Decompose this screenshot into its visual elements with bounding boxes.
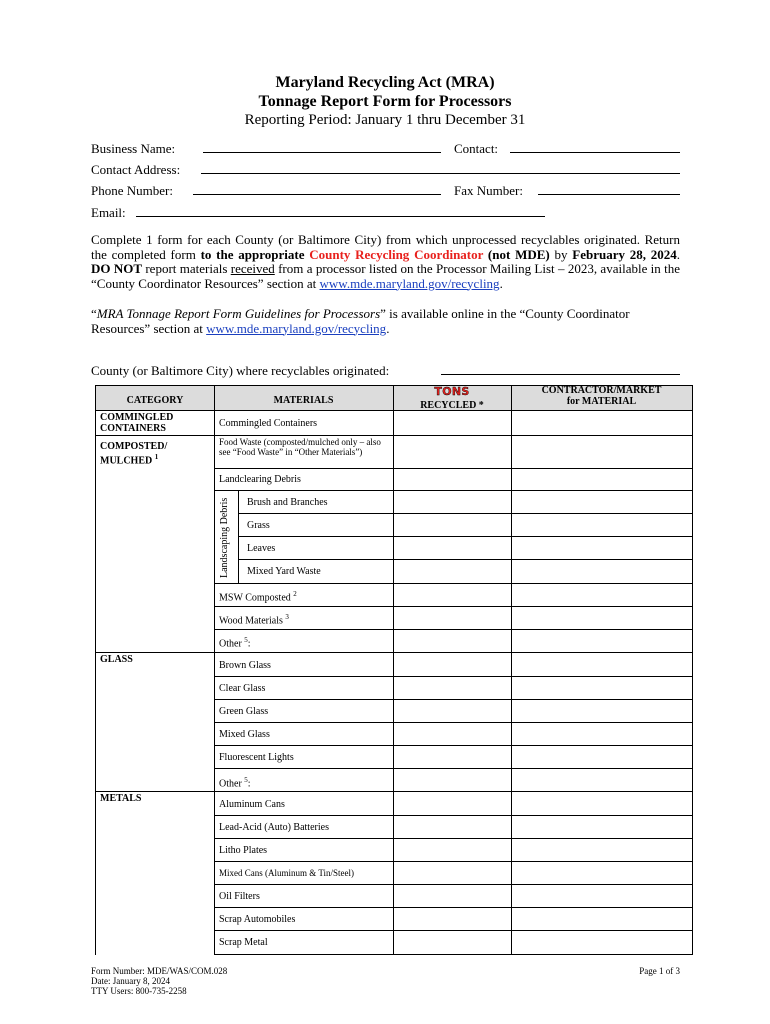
material-mixed-cans: Mixed Cans (Aluminum & Tin/Steel) [219, 868, 355, 878]
material-scrap-auto: Scrap Automobiles [219, 914, 296, 925]
instr-text-bold: to the appropriate [200, 246, 310, 262]
do-not-text: DO NOT [91, 261, 143, 276]
instr-text: report materials [142, 261, 231, 276]
category-commingled: COMMINGLED CONTAINERS [100, 412, 174, 434]
material-clear-glass: Clear Glass [219, 683, 266, 694]
instr-text: . [499, 275, 503, 291]
material-msw [219, 589, 297, 603]
fax-number-label: Fax Number: [454, 183, 523, 198]
recycling-link-1[interactable]: www.mde.maryland.gov/recycling [319, 275, 500, 291]
business-name-label: Business Name: [91, 141, 176, 156]
reporting-period: Reporting Period: January 1 thru December 31 [244, 112, 526, 128]
footer-form-number: Form Number: MDE/WAS/COM.028 [91, 966, 228, 976]
guidelines-title: MRA Tonnage Report Form Guidelines for Processors [96, 306, 381, 321]
contact-label: Contact: [454, 141, 499, 156]
header-contractor-2: for MATERIAL [566, 396, 637, 407]
material-other-2: Other $^5$: [219, 776, 251, 790]
material-landclearing: Landclearing Debris [219, 474, 301, 485]
material-fluorescent: Fluorescent Lights [219, 752, 294, 763]
material-mixed-yard: Mixed Yard Waste [247, 566, 321, 577]
material-green-glass: Green Glass [219, 706, 269, 717]
footer-date: Date: January 8, 2024 [91, 976, 170, 986]
material-brown-glass: Brown Glass [219, 660, 271, 671]
category-composted [100, 441, 190, 466]
contact-address-label: Contact Address: [91, 162, 181, 177]
material-wood-label: Wood Materials [219, 615, 283, 627]
material-food-waste: Food Waste (composted/mulched only – also see “Food Waste” in “Other Materials”) [219, 437, 381, 457]
header-category: CATEGORY [126, 395, 184, 406]
deadline-date: February 28, 2024 [572, 246, 677, 262]
category-metals: METALS [100, 793, 142, 804]
material-commingled-containers: Commingled Containers [219, 418, 318, 429]
guide-text: . [386, 320, 390, 336]
material-grass: Grass [247, 520, 270, 531]
county-coordinator-text: County Recycling Coordinator [309, 246, 484, 262]
material-mixed-glass: Mixed Glass [219, 729, 270, 740]
guide-text: ” is available online in the “County Coordinator Resources” section at [91, 306, 630, 336]
material-lead-acid: Lead-Acid (Auto) Batteries [219, 822, 329, 833]
footnote-3: 3 [285, 613, 289, 621]
instr-text: from a processor listed on the Processor Mailing List – 2023, available in the “County Coordinator Resources” section at [91, 261, 681, 291]
tons-input-commingled[interactable] [394, 411, 511, 435]
instr-text: by [549, 246, 573, 262]
footer-page: Page 1 of 3 [639, 966, 680, 976]
header-tons: TONS [434, 385, 470, 398]
category-composted-label: COMPOSTED/ MULCHED [100, 441, 168, 467]
landscaping-debris-label: Landscaping Debris [219, 497, 230, 578]
material-msw-label: MSW Composted [219, 592, 291, 604]
instr-text: . [676, 246, 680, 262]
phone-number-label: Phone Number: [91, 183, 173, 198]
material-litho: Litho Plates [219, 845, 268, 856]
guide-text: “ [91, 306, 97, 321]
footnote-5b: 5 [244, 776, 248, 784]
received-text: received [230, 261, 275, 276]
material-wood [219, 612, 289, 626]
footnote-1: 1 [154, 453, 159, 461]
instr-text: Complete 1 form for each County (or Baltimore City) from which unprocessed recyclables originated. Return the completed form [91, 232, 680, 262]
email-label: Email: [91, 205, 126, 220]
material-leaves: Leaves [247, 543, 276, 554]
material-aluminum: Aluminum Cans [219, 799, 285, 810]
form-title-line2: Tonnage Report Form for Processors [258, 93, 512, 110]
material-other-2-label: Other [219, 778, 242, 790]
county-label: County (or Baltimore City) where recyclables originated: [91, 363, 390, 378]
footer-tty: TTY Users: 800-735-2258 [91, 986, 187, 996]
header-contractor: CONTRACTOR/MARKET [541, 385, 662, 396]
recycling-link-2[interactable]: www.mde.maryland.gov/recycling [206, 320, 387, 336]
category-glass: GLASS [100, 654, 133, 665]
material-other-1-label: Other [219, 638, 242, 650]
material-brush: Brush and Branches [247, 497, 328, 508]
footnote-5a: 5 [244, 636, 248, 644]
material-oil-filters: Oil Filters [219, 891, 260, 902]
instr-not-mde: (not MDE) [483, 246, 550, 262]
header-recycled: RECYCLED * [420, 400, 484, 411]
header-materials: MATERIALS [273, 395, 334, 406]
material-scrap-metal: Scrap Metal [219, 937, 268, 948]
form-title-line1: Maryland Recycling Act (MRA) [275, 74, 495, 91]
material-other-1: Other $^5$: [219, 636, 251, 650]
contractor-input-commingled[interactable] [512, 411, 692, 435]
footnote-2: 2 [293, 590, 297, 598]
